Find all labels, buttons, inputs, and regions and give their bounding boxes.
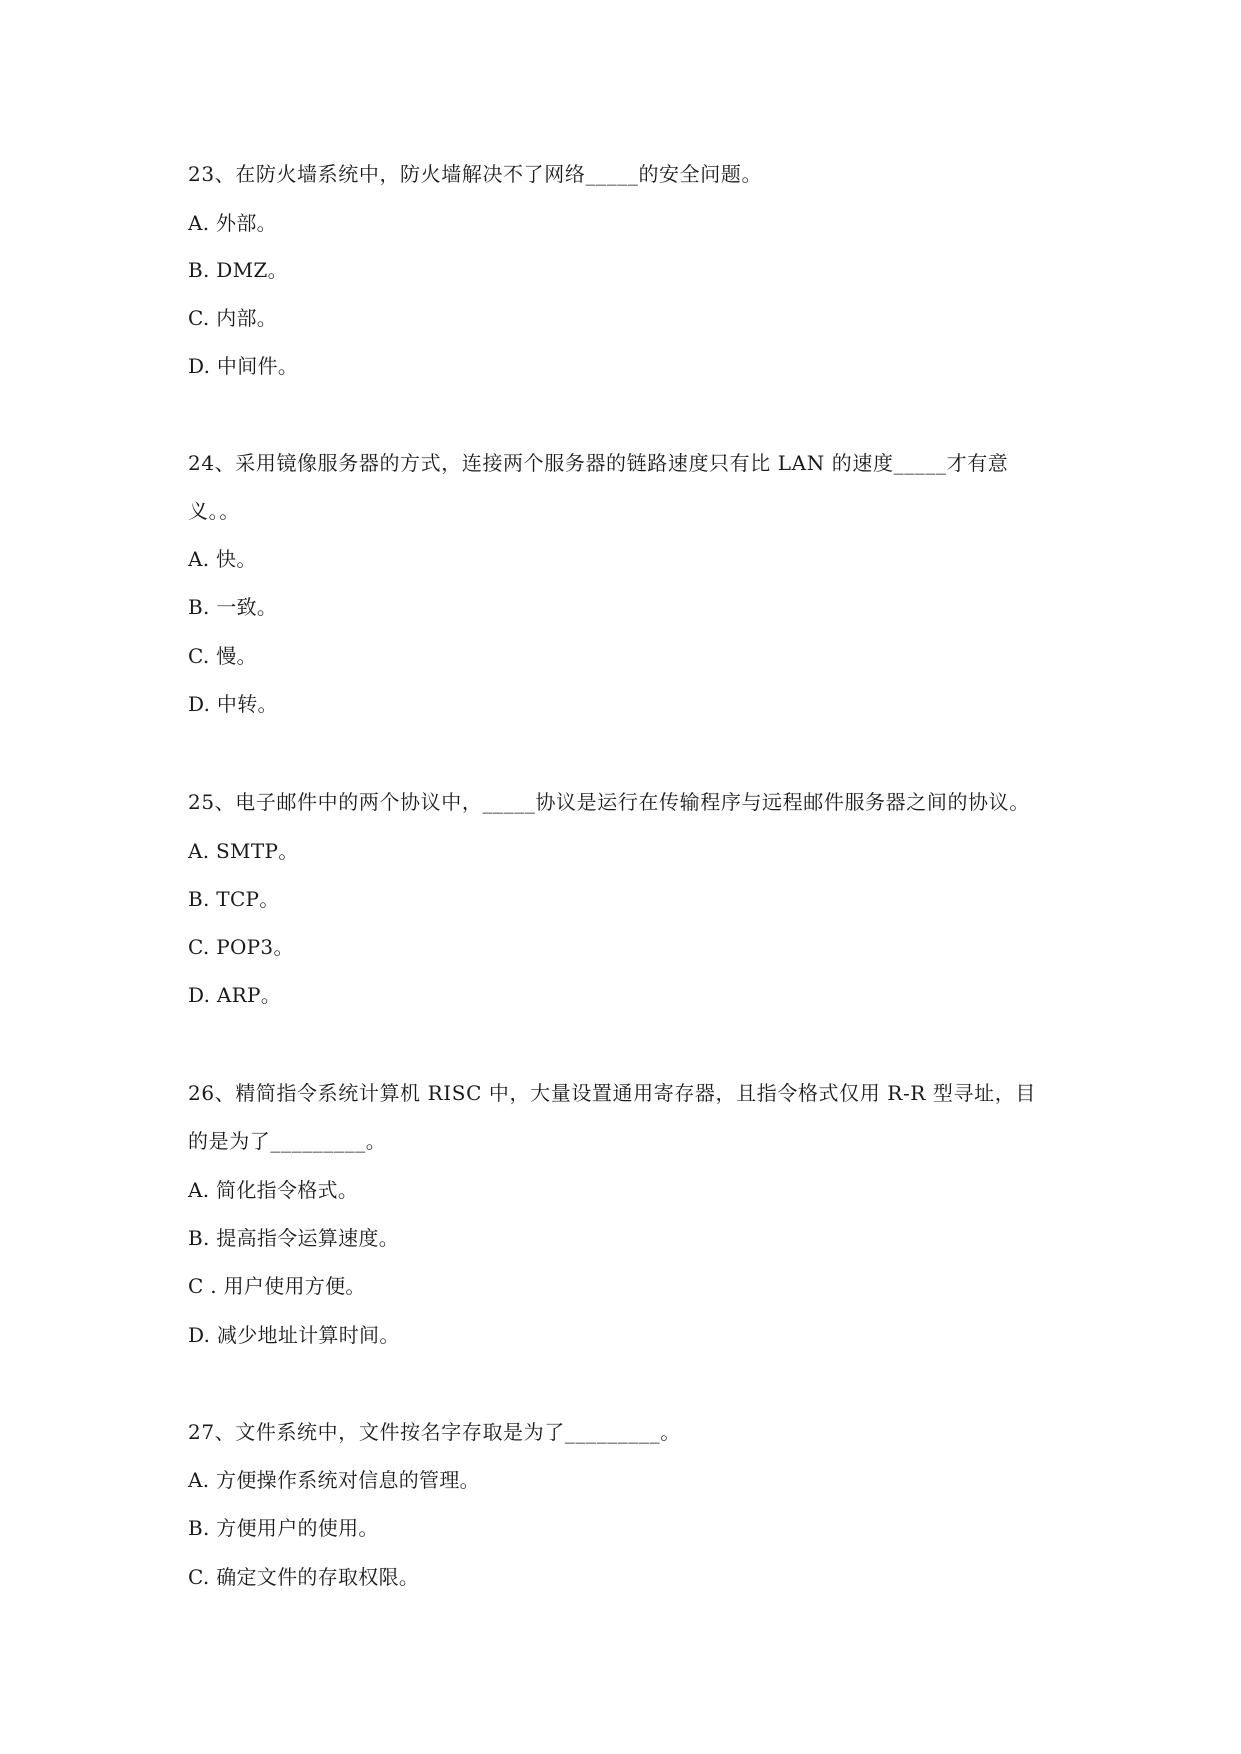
question-24-option-a: A. 快。 [188, 547, 257, 571]
question-24-stem-line-1: 24、采用镜像服务器的方式，连接两个服务器的链路速度只有比 LAN 的速度_____才有意 [188, 451, 1009, 475]
question-23-option-d: D. 中间件。 [188, 354, 299, 378]
question-26-option-d: D. 减少地址计算时间。 [188, 1323, 400, 1347]
question-25-option-b: B. TCP。 [188, 887, 280, 911]
question-24-option-d: D. 中转。 [188, 692, 278, 716]
question-27-option-b: B. 方便用户的使用。 [188, 1516, 379, 1540]
question-26-stem-line-2: 的是为了_________。 [188, 1129, 387, 1153]
question-25-stem: 25、电子邮件中的两个协议中，_____协议是运行在传输程序与远程邮件服务器之间的协议。 [188, 790, 1030, 814]
question-26-option-b: B. 提高指令运算速度。 [188, 1226, 400, 1250]
question-27-option-c: C. 确定文件的存取权限。 [188, 1565, 420, 1589]
question-27-option-a: A. 方便操作系统对信息的管理。 [188, 1468, 480, 1492]
question-25-option-d: D. ARP。 [188, 983, 282, 1007]
question-23-stem: 23、在防火墙系统中，防火墙解决不了网络_____的安全问题。 [188, 162, 763, 186]
question-27-stem: 27、文件系统中，文件按名字存取是为了_________。 [188, 1420, 681, 1444]
question-25-option-a: A. SMTP。 [188, 839, 299, 863]
question-24-option-c: C. 慢。 [188, 644, 257, 668]
question-24-stem-line-2: 义。。 [188, 499, 240, 523]
question-24-option-b: B. 一致。 [188, 595, 278, 619]
question-23-option-a: A. 外部。 [188, 211, 277, 235]
question-26-stem-line-1: 26、精简指令系统计算机 RISC 中，大量设置通用寄存器，且指令格式仅用 R-R 型寻址，目 [188, 1081, 1036, 1105]
question-23-option-c: C. 内部。 [188, 306, 278, 330]
question-23-option-b: B. DMZ。 [188, 258, 288, 282]
question-26-option-a: A. 简化指令格式。 [188, 1178, 359, 1202]
question-26-option-c: C . 用户使用方便。 [188, 1274, 366, 1298]
question-25-option-c: C. POP3。 [188, 935, 294, 959]
